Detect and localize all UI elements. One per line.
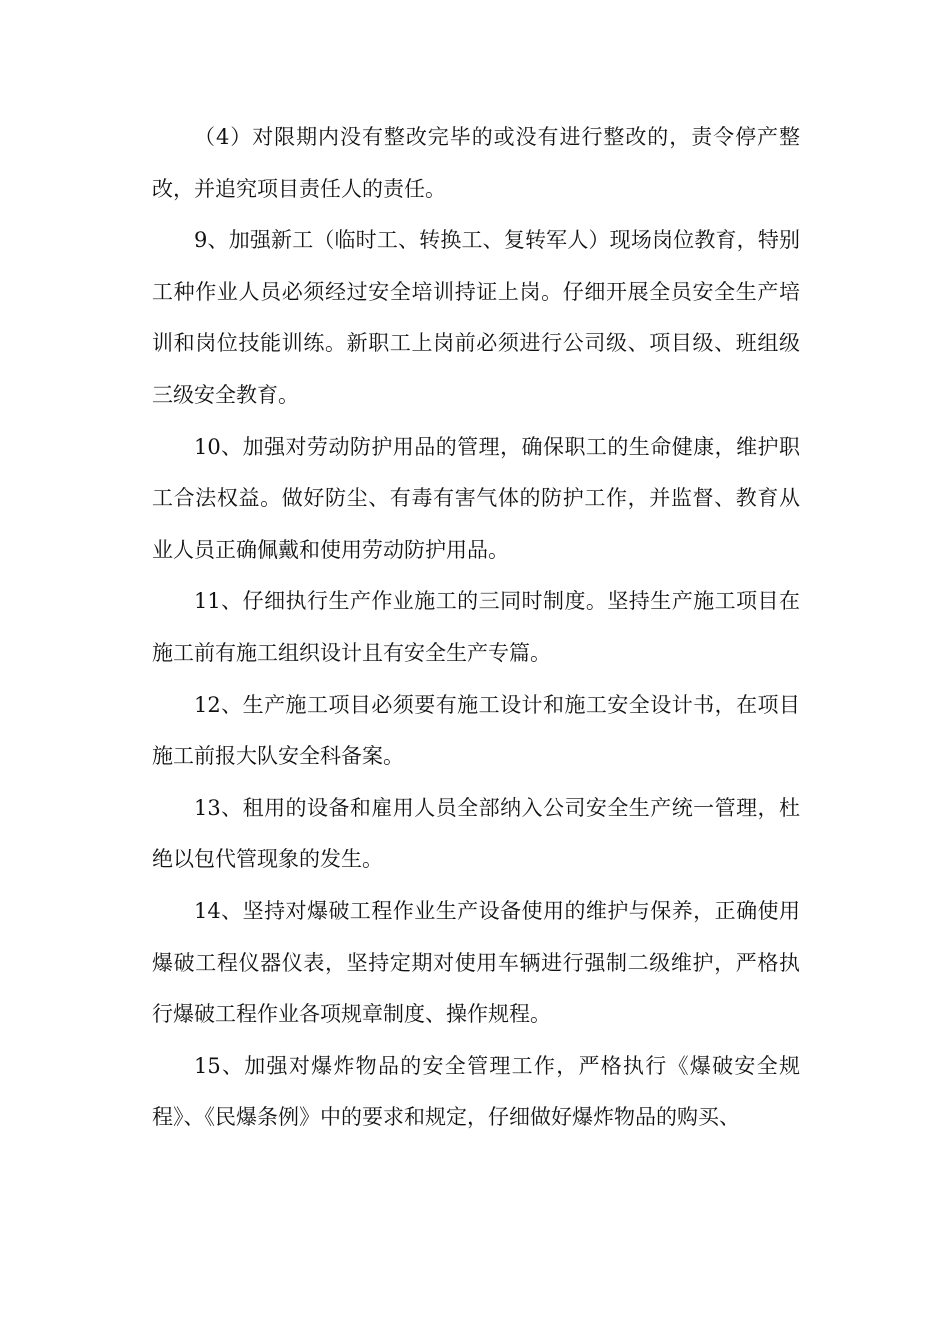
paragraph-14-equipment-maintenance: 14、坚持对爆破工程作业生产设备使用的维护与保养，正确使用爆破工程仪器仪表，坚持定期对使用车辆进行强制二级维护，严格执行爆破工程作业各项规章制度、操作规程。 — [152, 898, 800, 1027]
paragraph-15-explosives-management: 15、加强对爆炸物品的安全管理工作，严格执行《爆破安全规程》、《民爆条例》中的要求和规定，仔细做好爆炸物品的购买、 — [152, 1053, 800, 1130]
paragraph-9-new-worker-education: 9、加强新工（临时工、转换工、复转军人）现场岗位教育，特别工种作业人员必须经过安全培训持证上岗。仔细开展全员安全生产培训和岗位技能训练。新职工上岗前必须进行公司级、项目级、班组级三级安全教育。 — [152, 228, 800, 407]
paragraph-12-construction-design: 12、生产施工项目必须要有施工设计和施工安全设计书，在项目施工前报大队安全科备案。 — [152, 692, 800, 769]
paragraph-13-leased-equipment: 13、租用的设备和雇用人员全部纳入公司安全生产统一管理，杜绝以包代管现象的发生。 — [152, 795, 800, 872]
paragraph-item-4-rectification: （4）对限期内没有整改完毕的或没有进行整改的，责令停产整改，并追究项目责任人的责任。 — [152, 125, 800, 201]
paragraph-11-three-simultaneous: 11、仔细执行生产作业施工的三同时制度。坚持生产施工项目在施工前有施工组织设计且有安全生产专篇。 — [152, 589, 800, 665]
paragraph-10-protective-equipment: 10、加强对劳动防护用品的管理，确保职工的生命健康，维护职工合法权益。做好防尘、有毒有害气体的防护工作，并监督、教育从业人员正确佩戴和使用劳动防护用品。 — [152, 434, 800, 562]
document-body — [152, 112, 800, 1144]
